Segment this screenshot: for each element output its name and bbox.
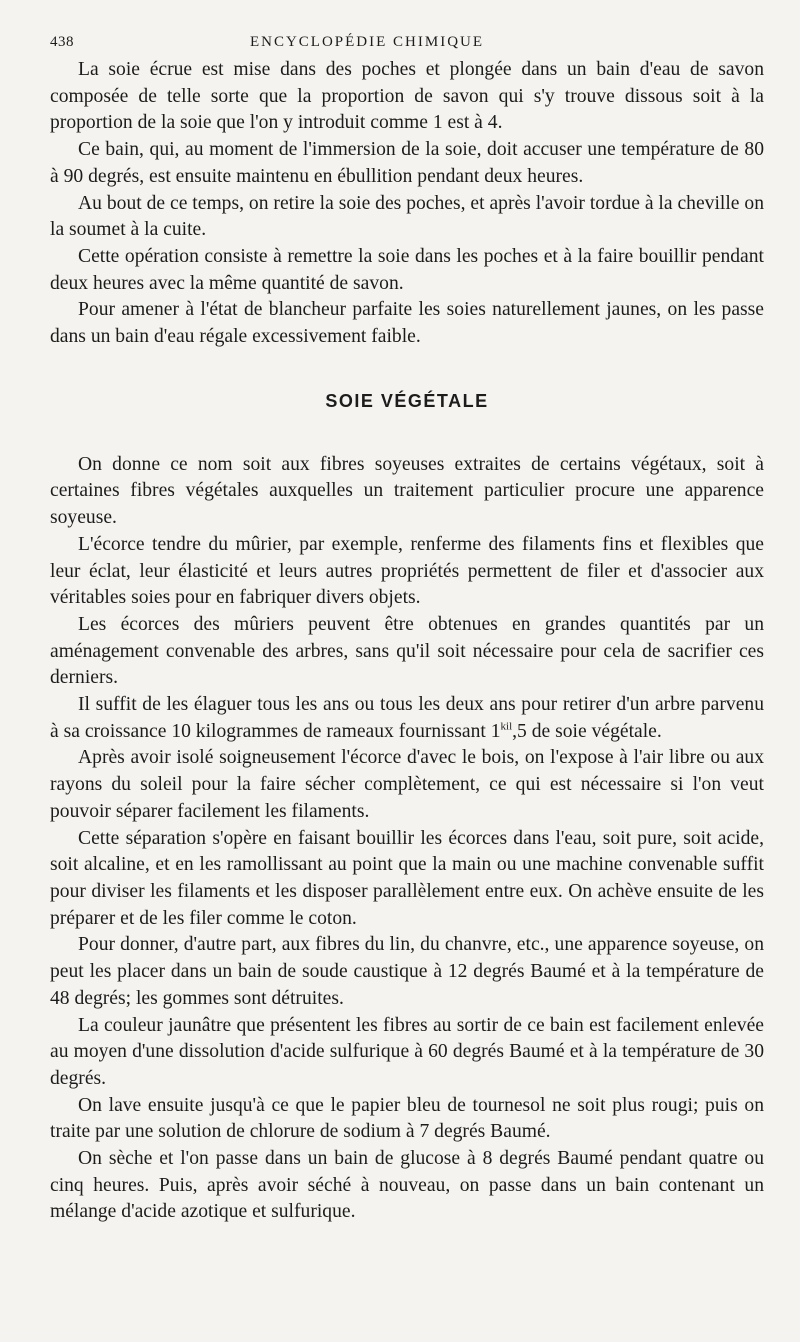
- paragraph: Cette opération consiste à remettre la soie dans les poches et à la faire bouillir pendant deux heures avec la même quantité de savon.: [50, 245, 764, 294]
- kilo-text-before: Il suffit de les élaguer tous les ans ou tous les deux ans pour retirer d'un arbre parvenu à sa croissance 10 kilogrammes de rameaux fournissant 1: [50, 694, 764, 742]
- running-head: [50, 34, 764, 51]
- paragraph: La couleur jaunâtre que présentent les fibres au sortir de ce bain est facilement enlevée au moyen d'une dissolution d'acide sulfurique à 60 degrés Baumé et à la température de 30 degrés.: [50, 1014, 764, 1089]
- paragraph: Ce bain, qui, au moment de l'immersion de la soie, doit accuser une température de 80 à 90 degrés, est ensuite maintenu en ébullition pendant deux heures.: [50, 139, 764, 187]
- paragraph: L'écorce tendre du mûrier, par exemple, renferme des filaments fins et flexibles que leur éclat, leur élasticité et leurs autres propriétés permettent de filer et d'associer aux véritables soies pour en fabriquer divers objets.: [50, 533, 764, 609]
- paragraph: On sèche et l'on passe dans un bain de glucose à 8 degrés Baumé pendant quatre ou cinq heures. Puis, après avoir séché à nouveau, on passe dans un bain contenant un mélange d'acide azotique et sulfurique.: [50, 1148, 764, 1223]
- paragraph: Au bout de ce temps, on retire la soie des poches, et après l'avoir tordue à la cheville on la soumet à la cuite.: [50, 192, 764, 241]
- running-title: ENCYCLOPÉDIE CHIMIQUE: [249, 34, 485, 50]
- paragraph: Pour donner, d'autre part, aux fibres du lin, du chanvre, etc., une apparence soyeuse, on peut les placer dans un bain de soude caustique à 12 degrés Baumé et à la température de 48 degrés; les gommes sont détruites.: [50, 934, 764, 1009]
- paragraph: Pour amener à l'état de blancheur parfaite les soies naturellement jaunes, on les passe dans un bain d'eau régale excessivement faible.: [50, 299, 764, 348]
- paragraph: Cette séparation s'opère en faisant bouillir les écorces dans l'eau, soit pure, soit acide, soit alcaline, et en les ramollissant au point que la main ou une machine convenable suffit pour diviser les filaments et les disposer parallèlement entre eux. On achève ensuite de les préparer et de les filer comme le coton.: [50, 827, 764, 929]
- body-text: [50, 57, 764, 1226]
- paragraph: Les écorces des mûriers peuvent être obtenues en grandes quantités par un aménagement convenable des arbres, sans qu'il soit nécessaire pour cela de sacrifier ces derniers.: [50, 613, 764, 689]
- page-number: 438: [50, 34, 74, 50]
- kilo-text-after: ,5 de soie végétale.: [512, 720, 662, 742]
- section-heading: SOIE VÉGÉTALE: [325, 390, 489, 411]
- paragraph: On lave ensuite jusqu'à ce que le papier bleu de tournesol ne soit plus rougi; puis on traite par une solution de chlorure de sodium à 7 degrés Baumé.: [50, 1094, 764, 1143]
- kil-superscript: kil: [500, 720, 513, 733]
- paragraph: Après avoir isolé soigneusement l'écorce d'avec le bois, on l'expose à l'air libre ou aux rayons du soleil pour la faire sécher complètement, ce qui est nécessaire si l'on veut pouvoir séparer facilement les filaments.: [50, 747, 764, 822]
- paragraph: La soie écrue est mise dans des poches et plongée dans un bain d'eau de savon composée de telle sorte que la proportion de savon qui s'y trouve dissous soit à la proportion de la soie que l'on y introduit comme 1 est à 4.: [50, 59, 764, 134]
- paragraph-kilogram: [50, 692, 764, 745]
- paragraph: On donne ce nom soit aux fibres soyeuses extraites de certains végétaux, soit à certaines fibres végétales auxquelles un traitement particulier procure une apparence soyeuse.: [50, 453, 764, 529]
